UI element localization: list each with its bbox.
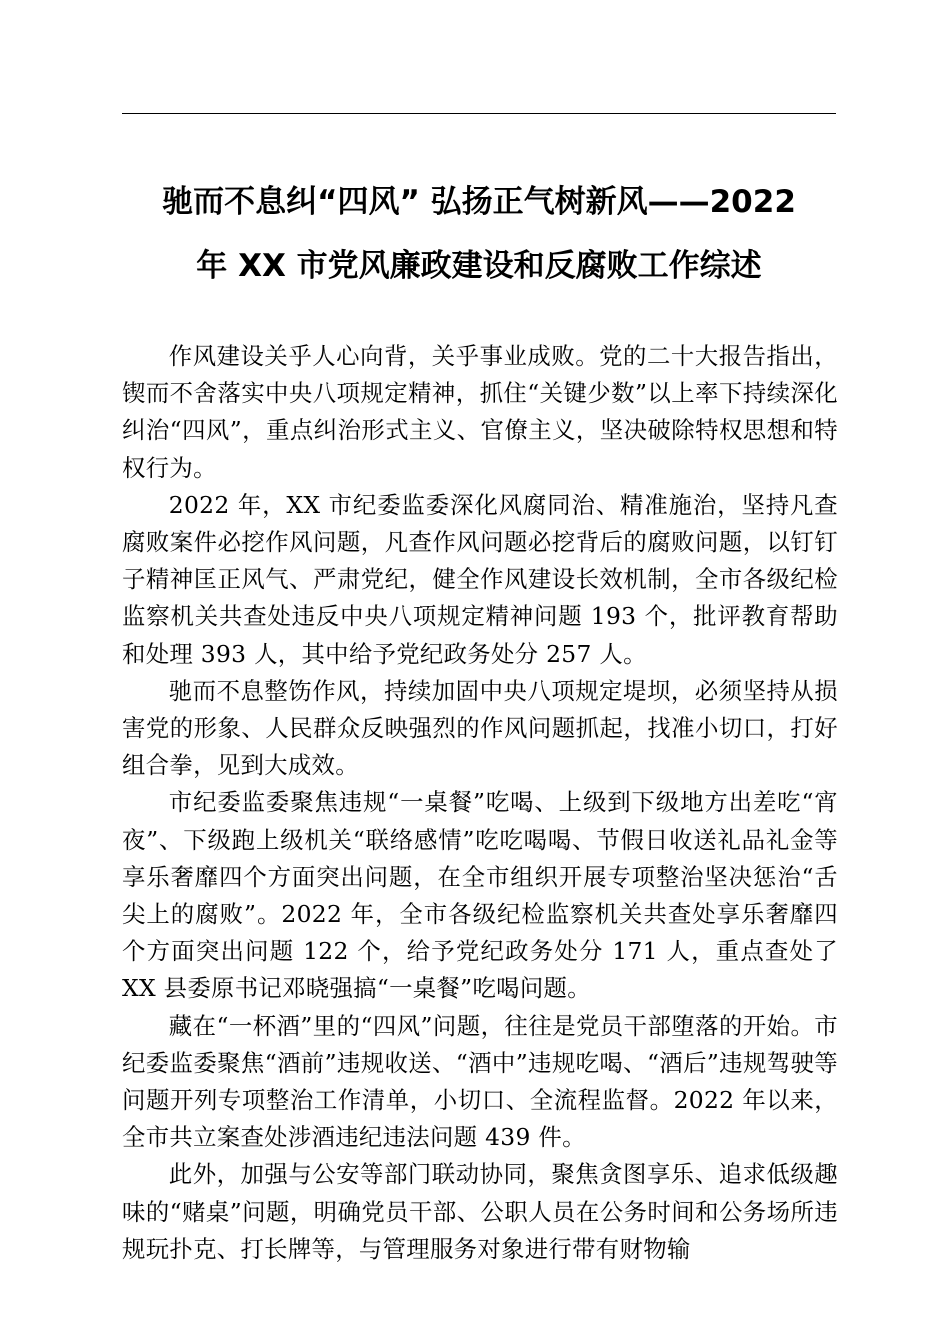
paragraph: 市纪委监委聚焦违规“一桌餐”吃喝、上级到下级地方出差吃“宵夜”、下级跑上级机关“联络感情”吃吃喝喝、节假日收送礼品礼金等享乐奢靡四个方面突出问题，在全市组织开展专项整治坚决惩治“舌尖上的腐败”。2022 年，全市各级纪检监察机关共查处享乐奢靡四个方面突出问题 122 个，给予党纪政务处分 171 人，重点查处了 XX 县委原书记邓晓强搞“一桌餐”吃喝问题。 bbox=[122, 788, 838, 1003]
paragraph: 2022 年，XX 市纪委监委深化风腐同治、精准施治，坚持凡查腐败案件必挖作风问题，凡查作风问题必挖背后的腐败问题，以钉钉子精神匡正风气、严肃党纪，健全作风建设长效机制，全市各级纪检监察机关共查处违反中央八项规定精神问题 193 个，批评教育帮助和处理 393 人，其中给予党纪政务处分 257 人。 bbox=[122, 490, 838, 668]
paragraph: 作风建设关乎人心向背，关乎事业成败。党的二十大报告指出，锲而不舍落实中央八项规定精神，抓住“关键少数”以上率下持续深化纠治“四风”，重点纠治形式主义、官僚主义，坚决破除特权思想和特权行为。 bbox=[122, 342, 838, 482]
title-line-1: 驰而不息纠“四风” 弘扬正气树新风——2022 bbox=[162, 184, 796, 220]
header-rule bbox=[122, 113, 836, 114]
paragraph: 驰而不息整饬作风，持续加固中央八项规定堤坝，必须坚持从损害党的形象、人民群众反映强烈的作风问题抓起，找准小切口，打好组合拳，见到大成效。 bbox=[122, 676, 838, 780]
document-title bbox=[122, 170, 836, 298]
document-body bbox=[122, 338, 838, 1268]
paragraph: 此外，加强与公安等部门联动协同，聚焦贪图享乐、追求低级趣味的“赌桌”问题，明确党员干部、公职人员在公务时间和公务场所违规玩扑克、打长牌等，与管理服务对象进行带有财物输 bbox=[122, 1160, 838, 1263]
title-line-2: 年 XX 市党风廉政建设和反腐败工作综述 bbox=[196, 248, 762, 284]
paragraph: 藏在“一杯酒”里的“四风”问题，往往是党员干部堕落的开始。市纪委监委聚焦“酒前”违规收送、“酒中”违规吃喝、“酒后”违规驾驶等问题开列专项整治工作清单，小切口、全流程监督。2022 年以来，全市共立案查处涉酒违纪违法问题 439 件。 bbox=[122, 1011, 838, 1152]
